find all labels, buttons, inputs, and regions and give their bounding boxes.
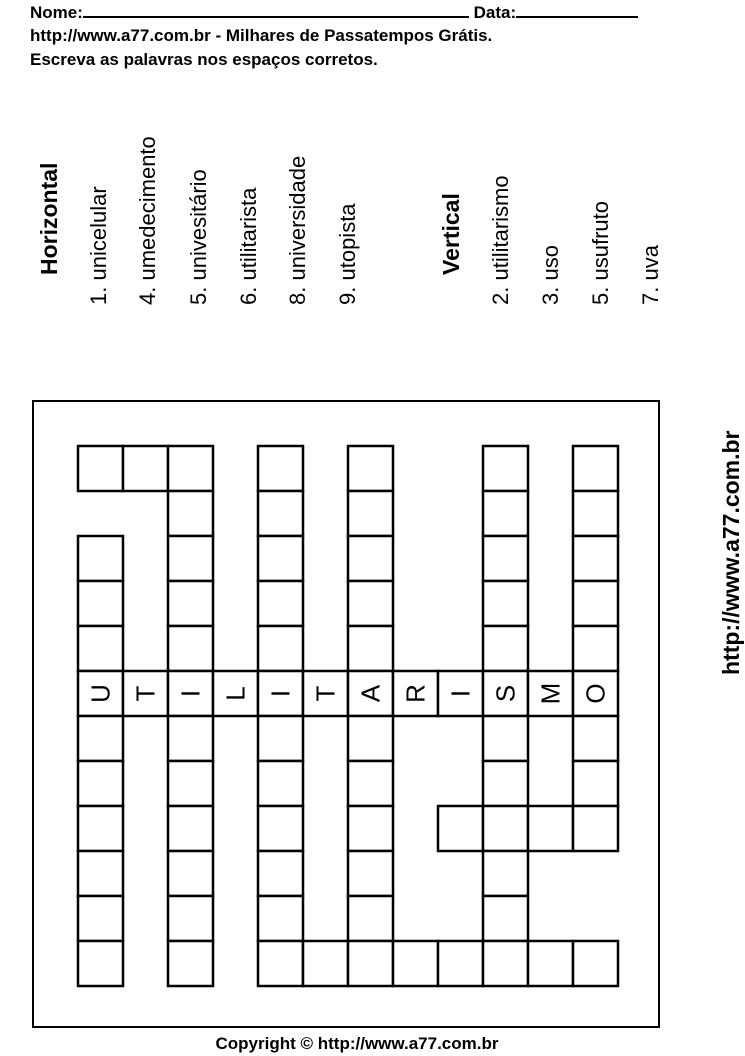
grid-cell[interactable] — [573, 581, 618, 626]
grid-cell[interactable] — [348, 626, 393, 671]
date-label: Data: — [473, 3, 517, 22]
grid-cell[interactable] — [168, 491, 213, 536]
grid-cell[interactable] — [258, 761, 303, 806]
grid-cell[interactable] — [573, 761, 618, 806]
grid-cell[interactable] — [168, 536, 213, 581]
grid-cell[interactable] — [78, 851, 123, 896]
grid-cell[interactable] — [123, 446, 168, 491]
grid-cell[interactable] — [168, 851, 213, 896]
grid-cell[interactable] — [483, 806, 528, 851]
clue-h5: 5. univesitário — [186, 169, 211, 305]
grid-cell[interactable] — [258, 581, 303, 626]
grid-letter: S — [490, 684, 521, 703]
name-label: Nome: — [30, 3, 83, 22]
grid-cell[interactable] — [258, 491, 303, 536]
grid-cell[interactable] — [348, 941, 393, 986]
clue-v7: 7. uva — [638, 245, 663, 305]
grid-letter: U — [85, 684, 116, 703]
clue-v2: 2. utilitarismo — [488, 175, 513, 305]
grid-cell[interactable] — [483, 491, 528, 536]
grid-cell[interactable] — [483, 941, 528, 986]
grid-cell[interactable] — [573, 536, 618, 581]
grid-cell[interactable] — [348, 581, 393, 626]
grid-cell[interactable] — [168, 446, 213, 491]
grid-cell[interactable] — [573, 626, 618, 671]
grid-cell[interactable] — [483, 581, 528, 626]
grid-cell[interactable] — [168, 716, 213, 761]
grid-cell[interactable] — [483, 446, 528, 491]
clue-h8: 8. universidade — [285, 155, 310, 305]
clue-h6: 6. utilitarista — [236, 187, 261, 305]
copyright: Copyright © http://www.a77.com.br — [215, 1034, 499, 1053]
vertical-heading: Vertical — [438, 193, 464, 275]
grid-cell[interactable] — [573, 806, 618, 851]
grid-cell[interactable] — [348, 491, 393, 536]
grid-cell[interactable] — [78, 716, 123, 761]
grid-cell[interactable] — [168, 806, 213, 851]
grid-letter: I — [265, 689, 296, 698]
clue-v5: 5. usufruto — [588, 201, 613, 305]
grid-cell[interactable] — [78, 941, 123, 986]
grid-cell[interactable] — [168, 941, 213, 986]
grid-letter: I — [175, 689, 206, 698]
grid-cell[interactable] — [258, 806, 303, 851]
grid-letter: R — [400, 684, 431, 703]
grid-cell[interactable] — [258, 941, 303, 986]
grid-cell[interactable] — [573, 491, 618, 536]
grid-cell[interactable] — [168, 896, 213, 941]
grid-cell[interactable] — [438, 806, 483, 851]
grid-cell[interactable] — [78, 806, 123, 851]
grid-cell[interactable] — [348, 761, 393, 806]
grid-cell[interactable] — [573, 446, 618, 491]
grid-cell[interactable] — [573, 941, 618, 986]
grid-letter: T — [130, 685, 161, 702]
grid-cell[interactable] — [258, 536, 303, 581]
clue-v3: 3. uso — [538, 245, 563, 305]
grid-letter: O — [580, 683, 611, 704]
horizontal-heading: Horizontal — [36, 162, 62, 275]
grid-cell[interactable] — [483, 626, 528, 671]
grid-cell[interactable] — [78, 581, 123, 626]
grid-cell[interactable] — [348, 446, 393, 491]
grid-cell[interactable] — [78, 446, 123, 491]
grid-cell[interactable] — [348, 851, 393, 896]
grid-cell[interactable] — [348, 806, 393, 851]
grid-cell[interactable] — [483, 896, 528, 941]
grid-cell[interactable] — [78, 896, 123, 941]
grid-cell[interactable] — [258, 896, 303, 941]
grid-cell[interactable] — [303, 941, 348, 986]
grid-letter: I — [445, 689, 476, 698]
grid-cell[interactable] — [483, 761, 528, 806]
grid-letter: M — [535, 682, 566, 705]
clue-h9: 9. utopista — [335, 203, 360, 305]
grid-letter: L — [220, 686, 251, 701]
grid-letter: A — [355, 684, 386, 703]
grid-cell[interactable] — [78, 536, 123, 581]
grid-cell[interactable] — [348, 716, 393, 761]
grid-cell[interactable] — [258, 626, 303, 671]
grid-cell[interactable] — [348, 896, 393, 941]
grid-cell[interactable] — [168, 626, 213, 671]
grid-letter: T — [310, 685, 341, 702]
instructions: Escreva as palavras nos espaços corretos. — [30, 50, 378, 69]
grid-cell[interactable] — [258, 851, 303, 896]
grid-cell[interactable] — [573, 716, 618, 761]
grid-cell[interactable] — [168, 581, 213, 626]
grid-cell[interactable] — [78, 761, 123, 806]
grid-cell[interactable] — [393, 941, 438, 986]
grid-cell[interactable] — [258, 446, 303, 491]
grid-cell[interactable] — [483, 851, 528, 896]
grid-cell[interactable] — [78, 626, 123, 671]
grid-cell[interactable] — [258, 716, 303, 761]
clue-h1: 1. unicelular — [86, 186, 111, 305]
clue-h4: 4. umedecimento — [135, 136, 160, 305]
grid-cell[interactable] — [438, 941, 483, 986]
grid-cell[interactable] — [528, 941, 573, 986]
grid-cell[interactable] — [483, 716, 528, 761]
grid-cell[interactable] — [348, 536, 393, 581]
grid-cell[interactable] — [483, 536, 528, 581]
side-url: http://www.a77.com.br — [718, 430, 744, 675]
grid-cell[interactable] — [528, 806, 573, 851]
site-line: http://www.a77.com.br - Milhares de Passatempos Grátis. — [30, 26, 493, 45]
grid-cell[interactable] — [168, 761, 213, 806]
